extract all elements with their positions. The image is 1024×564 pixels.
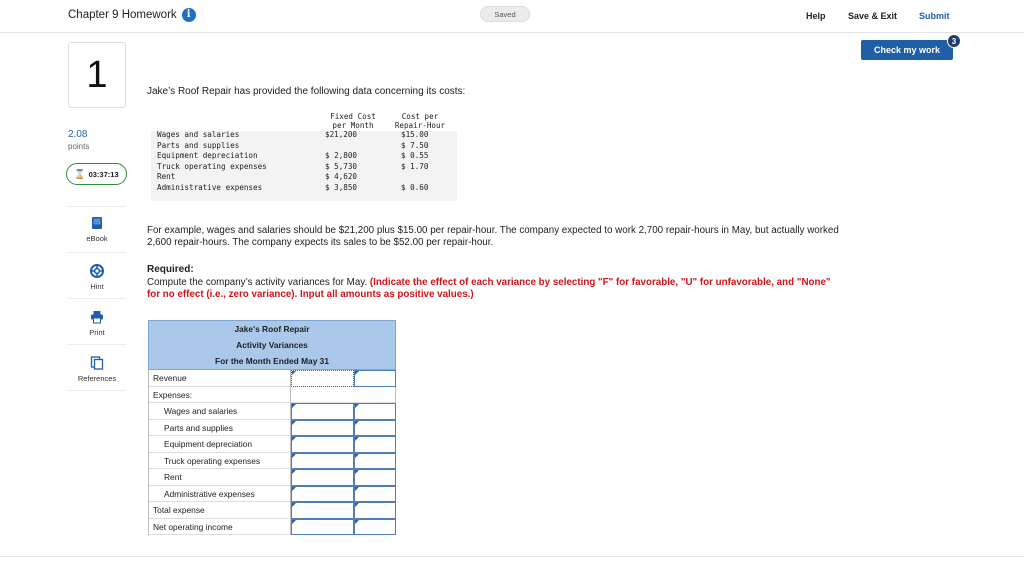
- parts-effect-select[interactable]: [354, 420, 396, 437]
- timer: [66, 163, 127, 185]
- chapter-title: [68, 8, 196, 22]
- grid-row-net: [148, 519, 396, 536]
- revenue-amount-input[interactable]: [291, 370, 354, 387]
- cost-label: Parts and supplies: [157, 140, 240, 150]
- problem-intro: Jake’s Roof Repair has provided the following data concerning its costs:: [147, 86, 466, 97]
- required-text: Compute the company’s activity variances for May.: [147, 277, 368, 288]
- saved-status-badge: Saved: [480, 6, 530, 22]
- cost-label: Rent: [157, 172, 176, 182]
- rent-amount-input[interactable]: [291, 469, 354, 486]
- grid-row-expenses: [148, 387, 396, 404]
- row-label: Revenue: [149, 370, 291, 387]
- parts-amount-input[interactable]: [291, 420, 354, 437]
- grid-row-revenue: [148, 370, 396, 387]
- blank-cell: [291, 387, 396, 404]
- wages-effect-select[interactable]: [354, 403, 396, 420]
- fixed-cost: $ 5,730: [325, 161, 358, 171]
- variable-cost: [385, 172, 455, 183]
- equipment-amount-input[interactable]: [291, 436, 354, 453]
- hint-label: Hint: [90, 282, 104, 291]
- cost-label: Administrative expenses: [157, 182, 263, 192]
- check-my-work-button[interactable]: Check my work: [861, 40, 953, 60]
- total-amount-input[interactable]: [291, 502, 354, 519]
- variable-cost: $ 0.55: [401, 151, 429, 161]
- required-title: Required:: [147, 264, 194, 275]
- cost-per-hour-header-line-1: Cost per: [401, 112, 439, 121]
- table-row: [157, 183, 455, 194]
- required-instructions: [147, 277, 837, 301]
- grid-title-company: Jake's Roof Repair: [234, 324, 310, 334]
- cost-data-table: [157, 112, 455, 194]
- hint-button[interactable]: [68, 264, 126, 291]
- variable-cost: $15.00: [401, 130, 429, 139]
- ebook-button[interactable]: [68, 216, 126, 243]
- fixed-cost: $ 3,850: [325, 182, 358, 192]
- fixed-cost-header: [321, 112, 385, 130]
- timer-text: 03:37:13: [88, 169, 119, 179]
- table-row: [157, 151, 455, 162]
- rail-divider: [68, 390, 126, 391]
- activity-variance-grid: [148, 320, 396, 535]
- row-label: Administrative expenses: [149, 486, 291, 503]
- chapter-title-text: Chapter 9 Homework: [68, 9, 177, 21]
- row-label: Expenses:: [149, 387, 291, 404]
- variable-cost: $ 0.60: [401, 182, 429, 192]
- book-icon: [90, 216, 104, 230]
- grid-row-wages: [148, 403, 396, 420]
- admin-amount-input[interactable]: [291, 486, 354, 503]
- row-label: Equipment depreciation: [149, 436, 291, 453]
- grid-title-period: For the Month Ended May 31: [215, 356, 329, 366]
- variable-cost: $ 1.70: [401, 161, 429, 171]
- admin-effect-select[interactable]: [354, 486, 396, 503]
- help-button[interactable]: Help: [806, 11, 826, 21]
- cost-label: Equipment depreciation: [157, 151, 258, 161]
- wages-amount-input[interactable]: [291, 403, 354, 420]
- truck-effect-select[interactable]: [354, 453, 396, 470]
- submit-button[interactable]: Submit: [919, 11, 950, 21]
- truck-amount-input[interactable]: [291, 453, 354, 470]
- row-label: Wages and salaries: [149, 403, 291, 420]
- references-label: References: [77, 374, 117, 383]
- net-amount-input[interactable]: [291, 519, 354, 536]
- fixed-cost-header-line-1: Fixed Cost: [330, 112, 376, 121]
- grid-row-equipment: [148, 436, 396, 453]
- rail-divider: [68, 298, 126, 299]
- documents-icon: [90, 356, 104, 370]
- points-label: points: [68, 142, 90, 151]
- cost-label: Wages and salaries: [157, 130, 240, 139]
- net-effect-select[interactable]: [354, 519, 396, 536]
- row-label: Total expense: [149, 502, 291, 519]
- lifebuoy-icon: [90, 264, 104, 278]
- question-number: 1: [68, 42, 126, 108]
- fixed-cost: $ 4,620: [325, 172, 358, 182]
- fixed-cost: $ 2,800: [325, 151, 358, 161]
- row-label: Parts and supplies: [149, 420, 291, 437]
- fixed-cost: $21,200: [325, 130, 358, 139]
- grid-row-admin: [148, 486, 396, 503]
- print-button[interactable]: [68, 310, 126, 337]
- fixed-cost: [321, 141, 385, 152]
- cost-per-hour-header-line-2: Repair-Hour: [394, 121, 446, 130]
- cost-per-hour-header: [385, 112, 455, 130]
- variable-cost: $ 7.50: [401, 140, 429, 150]
- problem-paragraph: For example, wages and salaries should be $21,200 plus $15.00 per repair-hour. The company expected to work 2,700 repair-hours in May, but actually worked 2,600 repair-hours. The company expects its sales to be $52.00 per repair-hour.: [147, 225, 839, 248]
- row-label: Truck operating expenses: [149, 453, 291, 470]
- points-value: 2.08: [68, 129, 88, 140]
- equipment-effect-select[interactable]: [354, 436, 396, 453]
- grid-row-rent: [148, 469, 396, 486]
- cost-table-corner: [157, 112, 321, 130]
- fixed-cost-header-line-2: per Month: [332, 121, 374, 130]
- info-icon[interactable]: i: [182, 8, 196, 22]
- row-label: Rent: [149, 469, 291, 486]
- row-label: Net operating income: [149, 519, 291, 536]
- grid-row-total: [148, 502, 396, 519]
- grid-row-parts: [148, 420, 396, 437]
- check-attempts-badge: 3: [947, 34, 961, 48]
- rail-divider: [68, 206, 126, 207]
- required-note: (Indicate the effect of each variance by selecting "F" for favorable, "U" for unfavorable, and "None" for no effect (i.e., zero variance). Input all amounts as positive values.): [147, 277, 831, 300]
- grid-row-truck: [148, 453, 396, 470]
- printer-icon: [90, 310, 104, 324]
- table-row: [157, 162, 455, 173]
- save-exit-button[interactable]: Save & Exit: [848, 11, 898, 21]
- total-effect-select[interactable]: [354, 502, 396, 519]
- table-row: [157, 130, 455, 141]
- rail-divider: [68, 252, 126, 253]
- references-button[interactable]: [68, 356, 126, 383]
- grid-title-report: Activity Variances: [236, 340, 308, 350]
- table-row: [157, 172, 455, 183]
- rail-divider: [68, 344, 126, 345]
- table-row: [157, 141, 455, 152]
- footer-divider: [0, 556, 1024, 557]
- print-label: Print: [89, 328, 105, 337]
- grid-header: [148, 320, 396, 370]
- rent-effect-select[interactable]: [354, 469, 396, 486]
- hourglass-icon: ⌛: [74, 168, 86, 179]
- revenue-effect-select[interactable]: [354, 370, 396, 387]
- cost-label: Truck operating expenses: [157, 161, 267, 171]
- ebook-label: eBook: [86, 234, 108, 243]
